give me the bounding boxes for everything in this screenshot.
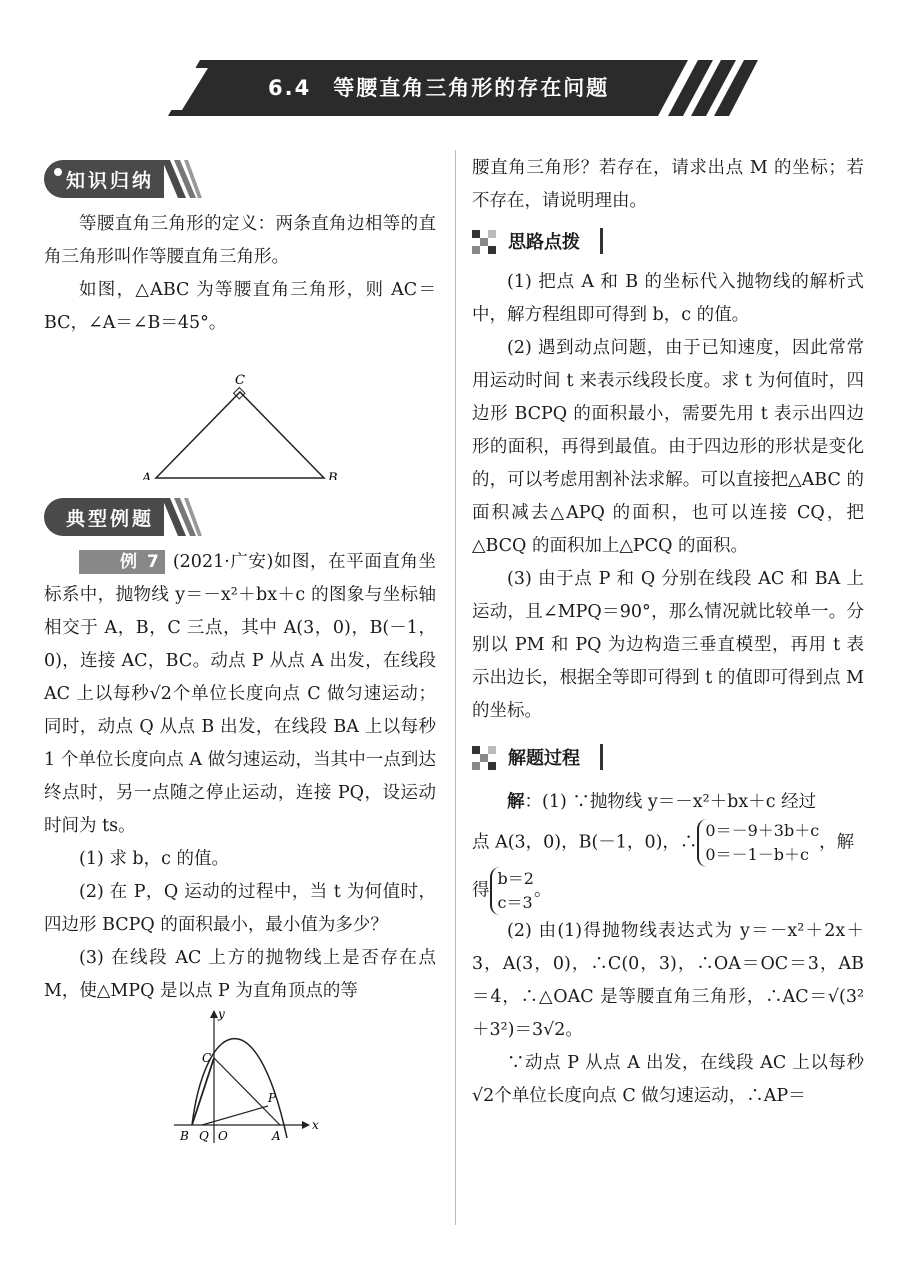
parabola-graph	[44, 1008, 436, 1148]
hint-heading-label: 思路点拨	[508, 232, 580, 253]
stripes-icon	[162, 160, 202, 198]
hint-1: (1) 把点 A 和 B 的坐标代入抛物线的解析式中，解方程组即可得到 b，c 的值。	[472, 272, 864, 325]
label-y: y	[218, 1008, 225, 1021]
equation-system-2: b＝2 c＝3	[490, 867, 534, 915]
label-q: Q	[199, 1129, 209, 1143]
y-axis-arrow-icon	[210, 1010, 218, 1018]
section-number: 6.4	[268, 76, 312, 100]
chapter-banner	[168, 60, 758, 116]
examples-heading	[44, 498, 436, 540]
triangle-abc	[156, 392, 324, 478]
solution-heading	[472, 742, 864, 776]
label-b: B	[180, 1129, 189, 1143]
heading-label: 知识归纳	[66, 170, 155, 192]
solution-heading-label: 解题过程	[508, 748, 580, 769]
solution-1-line2: 点 A(3，0)，B(－1，0)，∴0＝－9＋3b＋c 0＝－1－b＋c，解	[472, 819, 864, 867]
equation-system-1: 0＝－9＋3b＋c 0＝－1－b＋c	[697, 819, 819, 867]
heading-bar	[600, 228, 603, 254]
solution-3: ∵动点 P 从点 A 出发，在线段 AC 上以每秒√2个单位长度向点 C 做匀速运动，∴AP＝	[472, 1053, 864, 1106]
question-1: (1) 求 b，c 的值。	[79, 849, 229, 869]
column-divider	[455, 150, 456, 1225]
hint-2: (2) 遇到动点问题，由于已知速度，因此常常用运动时间 t 来表示线段长度。求 t 为何值时，四边形 BCPQ 的面积最小，需要先用 t 表示出四边形的面积，再得到最值。由于四边形的形状是变化的，可以考虑用割补法求解。可以直接把△ABC 的面积减去△APQ 的面积，也可以连接 CQ，把△BCQ 的面积加上△PCQ 的面积。	[472, 338, 864, 556]
right-column	[472, 152, 864, 1113]
knowledge-heading	[44, 160, 436, 202]
label-b: B	[328, 471, 338, 480]
solution-2: (2) 由(1)得抛物线表达式为 y＝－x²＋2x＋3，A(3，0)，∴C(0，3)，∴OA＝OC＝3，AB＝4，∴△OAC 是等腰直角三角形，∴AC＝√(3²＋3²)＝3√2。	[472, 921, 864, 1040]
hint-3: (3) 由于点 P 和 Q 分别在线段 AC 和 BA 上运动，且∠MPQ＝90°，那么情况就比较单一。分别以 PM 和 PQ 为边构造三垂直模型，再用 t 表示出边长，根据全等即可得到 t 的值即可得到点 M 的坐标。	[472, 569, 864, 721]
definition-text: 等腰直角三角形的定义：两条直角边相等的直角三角形叫作等腰直角三角形。	[44, 214, 436, 267]
x-axis-arrow-icon	[302, 1121, 310, 1129]
label-c: C	[202, 1051, 212, 1065]
checker-icon	[472, 230, 502, 256]
example-intro: 例 7 (2021·广安)如图，在平面直角坐标系中，抛物线 y＝－x²＋bx＋c 的图象与坐标轴相交于 A，B，C 三点，其中 A(3，0)，B(－1，0)，连接 AC，BC。动点 P 从点 A 出发，在线段 AC 上以每秒√2个单位长度向点 C 做匀速运动；同时，动点 Q 从点 B 出发，在线段 BA 上以每秒 1 个单位长度向点 A 做匀速运动，当其中一点到达终点时，另一点随之停止运动，连接 PQ，设运动时间为 ts。	[44, 552, 436, 836]
solution-1-line1: 解：(1) ∵抛物线 y＝－x²＋bx＋c 经过	[507, 792, 817, 812]
label-a: A	[142, 471, 152, 480]
label-c: C	[235, 373, 245, 388]
label-o: O	[218, 1129, 228, 1143]
solution-1-line3: 得b＝2 c＝3。	[472, 867, 864, 915]
heading-label: 典型例题	[66, 508, 155, 530]
label-x: x	[312, 1118, 319, 1132]
label-p: P	[268, 1091, 277, 1105]
example-tag: 例 7	[79, 550, 165, 574]
checker-icon	[472, 746, 502, 772]
section-title: 等腰直角三角形的存在问题	[333, 76, 610, 100]
triangle-diagram	[44, 340, 436, 480]
example-text: 如图，△ABC 为等腰直角三角形，则 AC＝BC，∠A＝∠B＝45°。	[44, 280, 436, 333]
left-column	[44, 160, 436, 1148]
triangle-figure	[44, 340, 436, 480]
segment-bc	[192, 1058, 214, 1125]
parabola-figure	[44, 1008, 436, 1148]
bullet-dot-icon	[54, 168, 62, 176]
chapter-title	[268, 72, 708, 102]
question-3: (3) 在线段 AC 上方的抛物线上是否存在点 M，使△MPQ 是以点 P 为直角顶点的等	[44, 948, 436, 1001]
stripes-icon	[162, 498, 202, 536]
heading-bar	[600, 744, 603, 770]
question-2: (2) 在 P，Q 运动的过程中，当 t 为何值时，四边形 BCPQ 的面积最小，最小值为多少？	[44, 882, 436, 935]
hint-heading	[472, 226, 864, 260]
segment-pq	[202, 1106, 268, 1125]
label-a: A	[272, 1129, 281, 1143]
question-3-continued: 腰直角三角形？若存在，请求出点 M 的坐标；若不存在，请说明理由。	[472, 158, 864, 211]
